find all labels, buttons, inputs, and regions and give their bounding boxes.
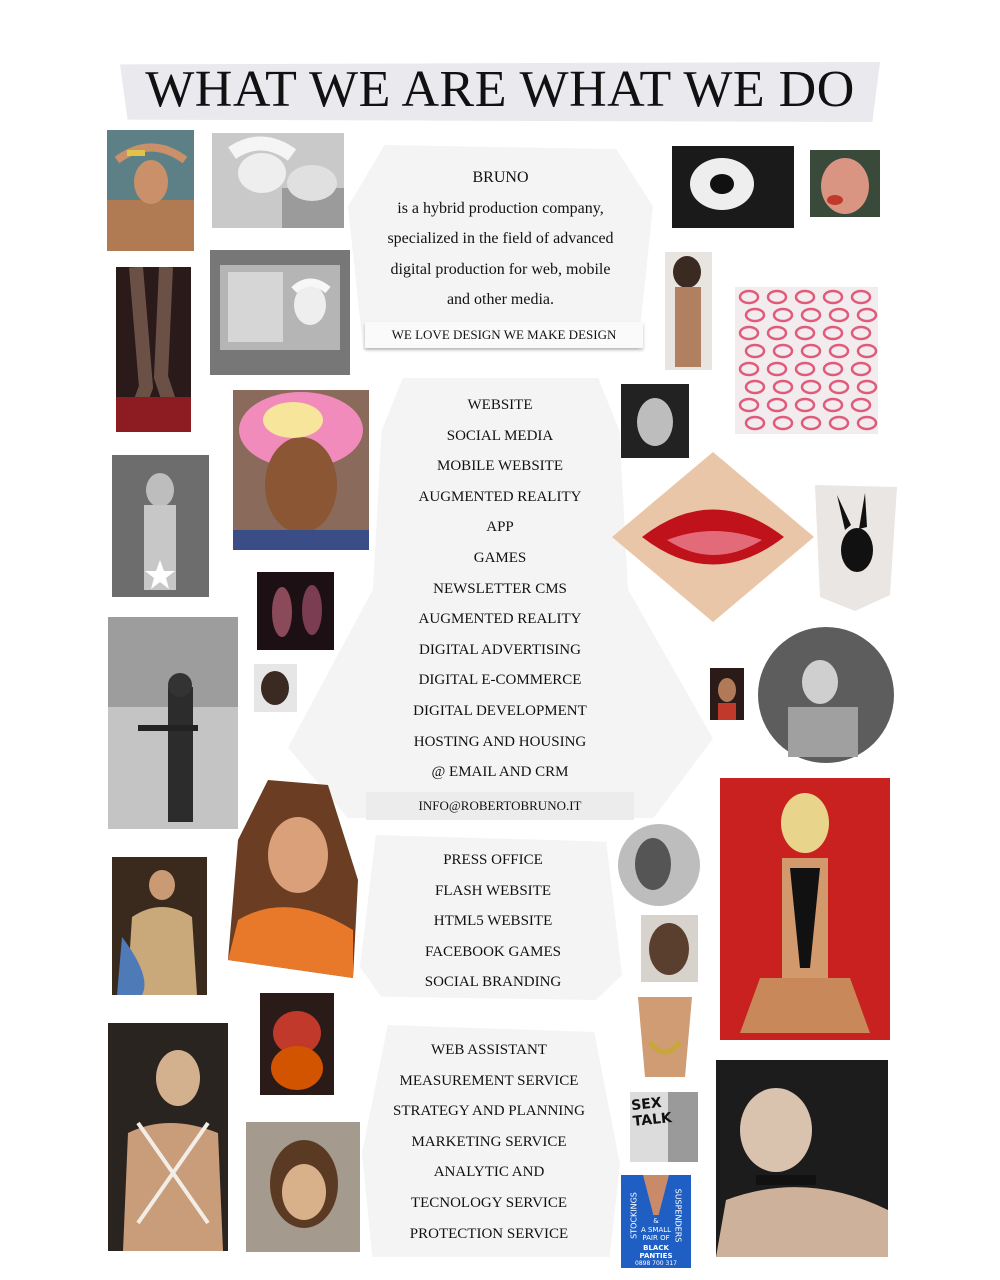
- service-item: SOCIAL MEDIA: [446, 427, 554, 444]
- page-title: WHAT WE ARE WHAT WE DO: [145, 61, 855, 118]
- tagline: WE LOVE DESIGN WE MAKE DESIGN: [365, 322, 643, 348]
- suspenders-text: SUSPENDERS: [673, 1188, 683, 1243]
- photo-nude-woman-small: [665, 252, 712, 370]
- intro-line: digital production for web, mobile: [390, 260, 611, 278]
- legs-shape: [643, 1175, 669, 1215]
- services2-list: [353, 845, 633, 998]
- photo-pink-pattern: [735, 287, 878, 434]
- photo-pink-hair-woman: [233, 390, 369, 550]
- sex-talk-text: SEX TALK: [630, 1094, 673, 1131]
- phone-text: 0898 700 317: [635, 1260, 677, 1267]
- stockings-text: STOCKINGS: [629, 1192, 639, 1239]
- photo-bw-eye-collage: [672, 146, 794, 228]
- service-item: PRESS OFFICE: [443, 852, 543, 868]
- photo-man-portrait-small: [641, 915, 698, 982]
- service-item: FACEBOOK GAMES: [425, 943, 561, 960]
- photo-soldier-gun: [108, 617, 238, 829]
- sex-talk-card: [630, 1092, 698, 1162]
- photo-painted-face: [810, 150, 880, 217]
- service-item: DIGITAL DEVELOPMENT: [413, 702, 587, 719]
- photo-man-face-small: [254, 664, 297, 712]
- services-list: [360, 390, 640, 788]
- photo-smiling-woman: [246, 1122, 360, 1252]
- photo-stockings-legs: [116, 267, 191, 432]
- intro-line: BRUNO: [472, 169, 529, 186]
- service-item: PROTECTION SERVICE: [409, 1225, 569, 1242]
- service-item: DIGITAL ADVERTISING: [419, 641, 581, 658]
- service-item: SOCIAL BRANDING: [424, 974, 562, 991]
- photo-red-lips-diamond: [612, 452, 814, 622]
- small-pair-text: A SMALL PAIR OF: [640, 1226, 672, 1242]
- intro-text: [348, 163, 653, 316]
- service-item: @ EMAIL AND CRM: [431, 764, 569, 781]
- intro-line: specialized in the field of advanced: [387, 230, 614, 247]
- service-item: WEB ASSISTANT: [431, 1042, 547, 1058]
- photo-bw-man-portrait: [621, 384, 689, 458]
- service-item: GAMES: [473, 549, 527, 566]
- service-item: FLASH WEBSITE: [435, 882, 551, 899]
- service-item: WEBSITE: [467, 397, 533, 413]
- photo-finger-lips-woman: [228, 780, 358, 978]
- service-item: APP: [486, 519, 514, 536]
- service-item: AUGMENTED REALITY: [418, 611, 582, 628]
- playboy-bunny-logo: [815, 485, 897, 611]
- service-item: MEASUREMENT SERVICE: [399, 1072, 579, 1089]
- service-item: MOBILE WEBSITE: [437, 458, 563, 475]
- photo-dancers-dark: [257, 572, 334, 650]
- photo-woman-arms-raised: [107, 130, 194, 251]
- photo-circle-woman-mic: [758, 627, 894, 763]
- photo-bw-sleeping-woman: [212, 133, 344, 228]
- stockings-card: [621, 1175, 691, 1268]
- service-item: STRATEGY AND PLANNING: [393, 1103, 585, 1120]
- photo-small-woman-red: [710, 668, 744, 720]
- intro-line: is a hybrid production company,: [397, 199, 604, 217]
- email-link[interactable]: INFO@ROBERTOBRUNO.IT: [366, 792, 634, 820]
- photo-bw-nude-star: [112, 455, 209, 597]
- intro-line: and other media.: [446, 291, 555, 308]
- service-item: HOSTING AND HOUSING: [413, 733, 587, 750]
- service-item: DIGITAL E-COMMERCE: [418, 672, 582, 689]
- service-item: MARKETING SERVICE: [411, 1133, 567, 1150]
- photo-woman-collar: [716, 1060, 888, 1257]
- black-panties-text: BLACK PANTIES: [639, 1244, 673, 1260]
- service-item: TECNOLOGY SERVICE: [410, 1194, 568, 1211]
- photo-torso-chain: [630, 997, 700, 1082]
- service-item: AUGMENTED REALITY: [418, 488, 582, 505]
- services3-list: [349, 1035, 629, 1249]
- service-item: HTML5 WEBSITE: [433, 913, 553, 930]
- photo-cartoon-gorilla: [260, 993, 334, 1095]
- service-item: NEWSLETTER CMS: [433, 580, 567, 597]
- ampersand-text: &: [653, 1217, 659, 1225]
- photo-bw-car-woman: [210, 250, 350, 375]
- service-item: ANALYTIC AND: [433, 1164, 545, 1181]
- photo-red-chains-woman: [720, 778, 890, 1040]
- photo-painting-woman: [112, 857, 207, 995]
- photo-woman-pearls: [108, 1023, 228, 1251]
- photo-circle-bw-figure: [618, 824, 700, 906]
